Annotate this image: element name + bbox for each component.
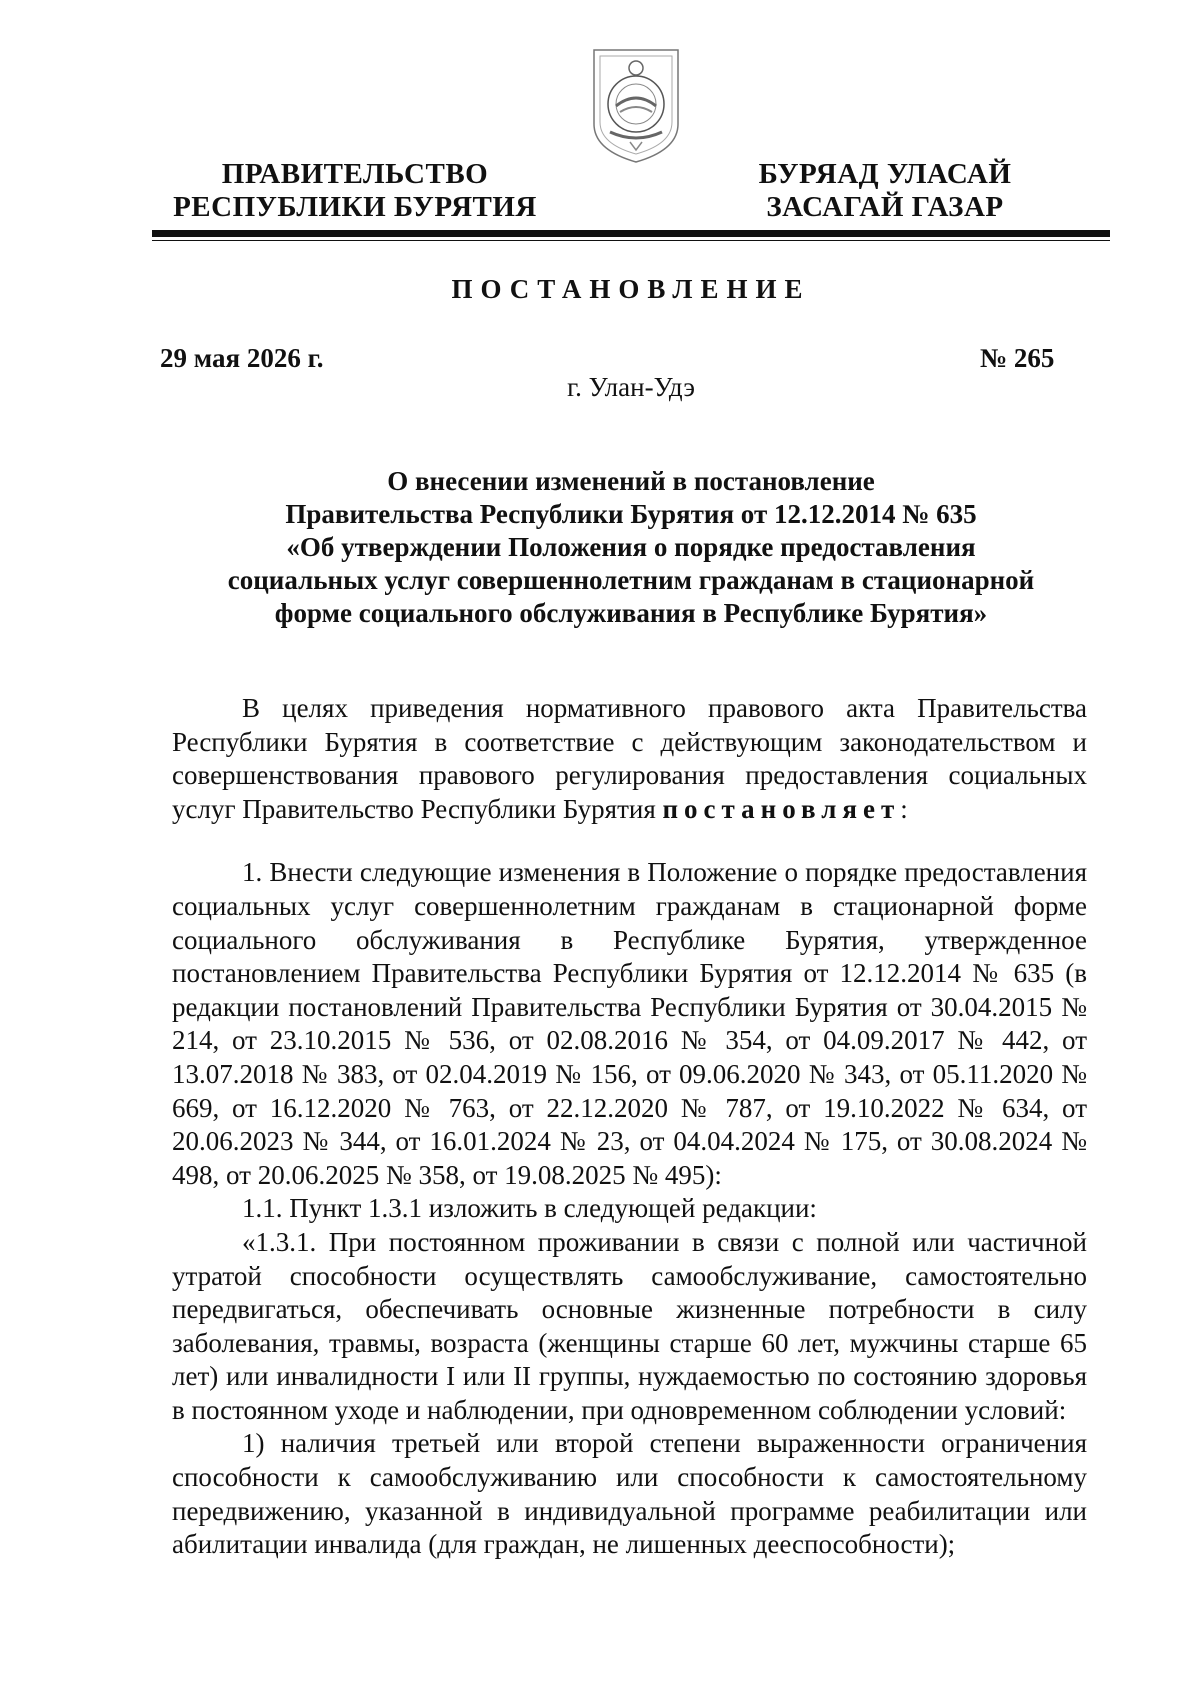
org-bua-line1: БУРЯАД УЛАСАЙ bbox=[758, 158, 1012, 190]
title-line: форме социального обслуживания в Республике Бурятия» bbox=[274, 598, 988, 628]
org-ru-line2: РЕСПУБЛИКИ БУРЯТИЯ bbox=[173, 191, 537, 223]
decree-word: постановляет bbox=[662, 793, 901, 824]
document-place: г. Улан-Удэ bbox=[567, 372, 695, 402]
header-divider-thin bbox=[152, 240, 1110, 241]
document-date: 29 мая 2026 г. bbox=[160, 343, 324, 373]
decree-colon: : bbox=[900, 793, 908, 824]
paragraph-1-3-1: «1.3.1. При постоянном проживании в связи с полной или частичной утратой способности осуществлять самообслуживание, самостоятельно передвигаться, обеспечивать основные жизненные потребности в силу заболевания, травмы, возраста (женщины старше 60 лет, мужчины старше 65 лет) или инвалидности I или II группы, нуждаемостью по состоянию здоровья в постоянном уходе и наблюдении, при одновременном соблюдении условий: bbox=[172, 1226, 1087, 1425]
document-body bbox=[172, 692, 1087, 1562]
preamble-text: В целях приведения нормативного правового акта Правительства Республики Бурятия в соответствие с действующим законодательством и совершенствования правового регулирования предоставления социальных услуг Правительство Республики Бурятия bbox=[172, 693, 1087, 824]
document-title bbox=[152, 465, 1110, 630]
document-number: № 265 bbox=[980, 343, 1055, 373]
paragraph-1-1: 1.1. Пункт 1.3.1 изложить в следующей редакции: bbox=[242, 1193, 817, 1224]
list-item-1: 1) наличия третьей или второй степени выраженности ограничения способности к самообслуживанию или способности к самостоятельному передвижению, указанной в индивидуальной программе реабилитации или абилитации инвалида (для граждан, не лишенных дееспособности); bbox=[172, 1428, 1087, 1560]
org-bua-line2: ЗАСАГАЙ ГАЗАР bbox=[766, 191, 1004, 223]
coat-of-arms-icon bbox=[590, 46, 682, 166]
title-line: О внесении изменений в постановление bbox=[387, 466, 875, 496]
preamble-paragraph bbox=[172, 692, 1087, 826]
org-name-buryat bbox=[715, 158, 1055, 224]
org-name-russian bbox=[170, 158, 540, 224]
title-line: Правительства Республики Бурятия от 12.12.2014 № 635 bbox=[285, 499, 977, 529]
paragraph-1: 1. Внести следующие изменения в Положение о порядке предоставления социальных услуг совершеннолетним гражданам в стационарной форме социального обслуживания в Республике Бурятия, утвержденное постановлением Правительства Республики Бурятия от 12.12.2014 № 635 (в редакции постановлений Правительства Республики Бурятия от 30.04.2015 № 214, от 23.10.2015 № 536, от 02.08.2016 № 354, от 04.09.2017 № 442, от 13.07.2018 № 383, от 02.04.2019 № 156, от 09.06.2020 № 343, от 05.11.2020 № 669, от 16.12.2020 № 763, от 22.12.2020 № 787, от 19.10.2022 № 634, от 20.06.2023 № 344, от 16.01.2024 № 23, от 04.04.2024 № 175, от 30.08.2024 № 498, от 20.06.2025 № 358, от 19.08.2025 № 495): bbox=[172, 857, 1087, 1190]
header-divider-thick bbox=[152, 230, 1110, 237]
title-line: «Об утверждении Положения о порядке предоставления bbox=[286, 532, 976, 562]
document-type: ПОСТАНОВЛЕНИЕ bbox=[451, 274, 811, 304]
title-line: социальных услуг совершеннолетним гражданам в стационарной bbox=[227, 565, 1035, 595]
org-ru-line1: ПРАВИТЕЛЬСТВО bbox=[221, 158, 489, 190]
